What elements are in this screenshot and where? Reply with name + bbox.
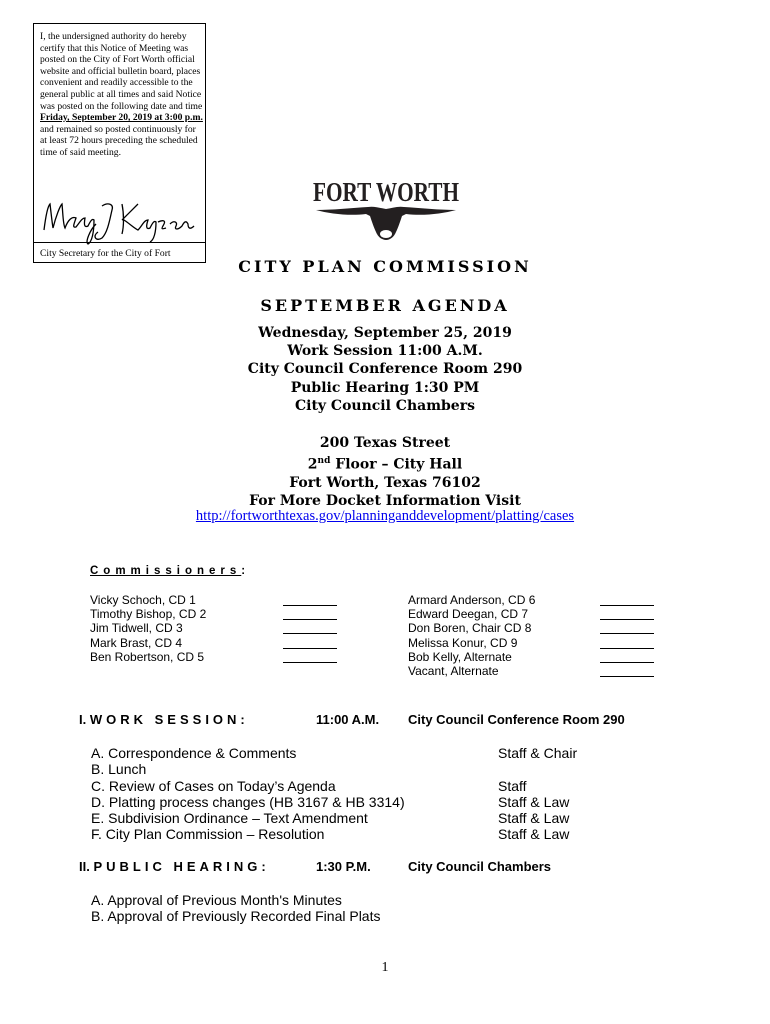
section-label: PUBLIC HEARING: — [93, 859, 270, 874]
agenda-item: C. Review of Cases on Today’s Agenda — [91, 777, 336, 794]
meeting-details — [0, 324, 770, 415]
agenda-item: F. City Plan Commission – Resolution — [91, 826, 325, 843]
agenda-item: E. Subdivision Ordinance – Text Amendment — [91, 810, 368, 827]
work-session-items — [91, 745, 405, 843]
commissioner-name: Don Boren, Chair CD 8 — [408, 621, 532, 636]
work-session-time: Work Session 11:00 A.M. — [287, 343, 483, 360]
public-hearing-items — [91, 892, 380, 925]
city-secretary-label: City Secretary for the City of Fort — [40, 248, 171, 259]
fort-worth-logo — [312, 170, 460, 244]
agenda-item: A. Correspondence & Comments — [91, 745, 297, 761]
docket-info-label: For More Docket Information Visit — [249, 493, 521, 510]
attendance-blank — [283, 652, 337, 663]
attendance-blank — [600, 638, 654, 649]
agenda-item-presenter: Staff & Chair — [498, 745, 578, 761]
certification-text — [40, 31, 203, 159]
public-hearing-time: Public Hearing 1:30 PM — [290, 379, 480, 396]
meeting-address — [0, 434, 770, 510]
commissioner-name: Vacant, Alternate — [408, 663, 499, 678]
public-hearing-heading — [79, 859, 270, 874]
logo-wordmark: FORT WORTH — [313, 177, 459, 207]
attendance-blank — [283, 595, 337, 606]
agenda-item-presenter — [498, 761, 577, 777]
address-street: 200 Texas Street — [319, 435, 451, 451]
commissioner-name: Armard Anderson, CD 6 — [408, 593, 536, 607]
section-number: II. — [79, 859, 90, 874]
work-session-presenters — [498, 745, 577, 843]
commissioner-name: Edward Deegan, CD 7 — [408, 607, 529, 622]
attendance-blank — [600, 595, 654, 606]
floor-rest: Floor – City Hall — [330, 456, 463, 473]
meeting-date: Wednesday, September 25, 2019 — [258, 325, 512, 341]
attendance-blank — [600, 609, 654, 620]
signature-line — [34, 242, 205, 243]
attendance-blank — [283, 609, 337, 620]
attendance-blanks-right — [600, 593, 654, 678]
work-session-room: City Council Conference Room 290 — [247, 361, 523, 378]
agenda-item-presenter: Staff & Law — [498, 826, 570, 843]
public-hearing-room: City Council Chambers — [295, 397, 475, 414]
public-hearing-location: City Council Chambers — [408, 859, 552, 874]
attendance-blank — [600, 623, 654, 634]
page-number: 1 — [381, 960, 389, 975]
work-session-location: City Council Conference Room 290 — [408, 712, 625, 727]
certification-body-end: and remained so posted continuously for at least 72 hours preceding the scheduled time of said meeting. — [40, 123, 198, 158]
commissioner-name: Ben Robertson, CD 5 — [90, 649, 205, 664]
commissioner-name: Mark Brast, CD 4 — [90, 635, 183, 650]
address-city: Fort Worth, Texas 76102 — [289, 475, 481, 492]
public-hearing-time-label: 1:30 P.M. — [316, 859, 371, 874]
commissioner-name: Bob Kelly, Alternate — [408, 649, 512, 664]
section-label: WORK SESSION: — [89, 712, 249, 727]
posting-certification-box — [33, 23, 206, 263]
agenda-item-presenter: Staff & Law — [498, 793, 570, 810]
commissioner-name: Jim Tidwell, CD 3 — [90, 621, 183, 636]
commissioners-left-list — [90, 593, 206, 664]
city-secretary-signature — [38, 192, 198, 244]
work-session-time-label: 11:00 A.M. — [316, 712, 380, 727]
work-session-heading — [79, 712, 249, 727]
attendance-blanks-left — [283, 593, 337, 664]
attendance-blank — [600, 652, 654, 663]
commissioners-heading: Commissioners — [90, 565, 242, 577]
commission-title: CITY PLAN COMMISSION — [238, 257, 532, 276]
agenda-item-presenter: Staff & Law — [498, 810, 570, 827]
agenda-item: B. Approval of Previously Recorded Final Plats — [91, 908, 381, 925]
certification-body: I, the undersigned authority do hereby certify that this Notice of Meeting was posted on the City of Fort Worth official website and official bulletin board, places convenient and readily accessible to the general public at all times and said Notice was posted on the following date and time — [40, 31, 203, 112]
agenda-item-presenter: Staff — [498, 777, 527, 794]
agenda-title: SEPTEMBER AGENDA — [260, 296, 510, 315]
attendance-blank — [600, 666, 654, 677]
attendance-blank — [283, 623, 337, 634]
agenda-item: B. Lunch — [91, 761, 147, 778]
posting-date-time: Friday, September 20, 2019 at 3:00 p.m. — [40, 112, 203, 124]
floor-suffix: nd — [317, 456, 331, 467]
docket-link[interactable]: http://fortworthtexas.gov/planninganddevelopment/platting/cases — [195, 508, 575, 524]
agenda-item: A. Approval of Previous Month's Minutes — [91, 892, 342, 908]
section-number: I. — [79, 712, 87, 727]
agenda-item: D. Platting process changes (HB 3167 & HB 3314) — [91, 793, 405, 810]
commissioner-name: Timothy Bishop, CD 2 — [90, 607, 207, 622]
commissioner-name: Vicky Schoch, CD 1 — [90, 593, 196, 607]
commissioners-right-list — [408, 593, 535, 678]
longhorn-logo-icon — [312, 170, 460, 244]
address-floor — [0, 452, 770, 474]
floor-number: 2 — [307, 456, 318, 473]
commissioners-label: Commissioners: — [90, 565, 251, 577]
commissioner-name: Melissa Konur, CD 9 — [408, 635, 518, 650]
attendance-blank — [283, 638, 337, 649]
